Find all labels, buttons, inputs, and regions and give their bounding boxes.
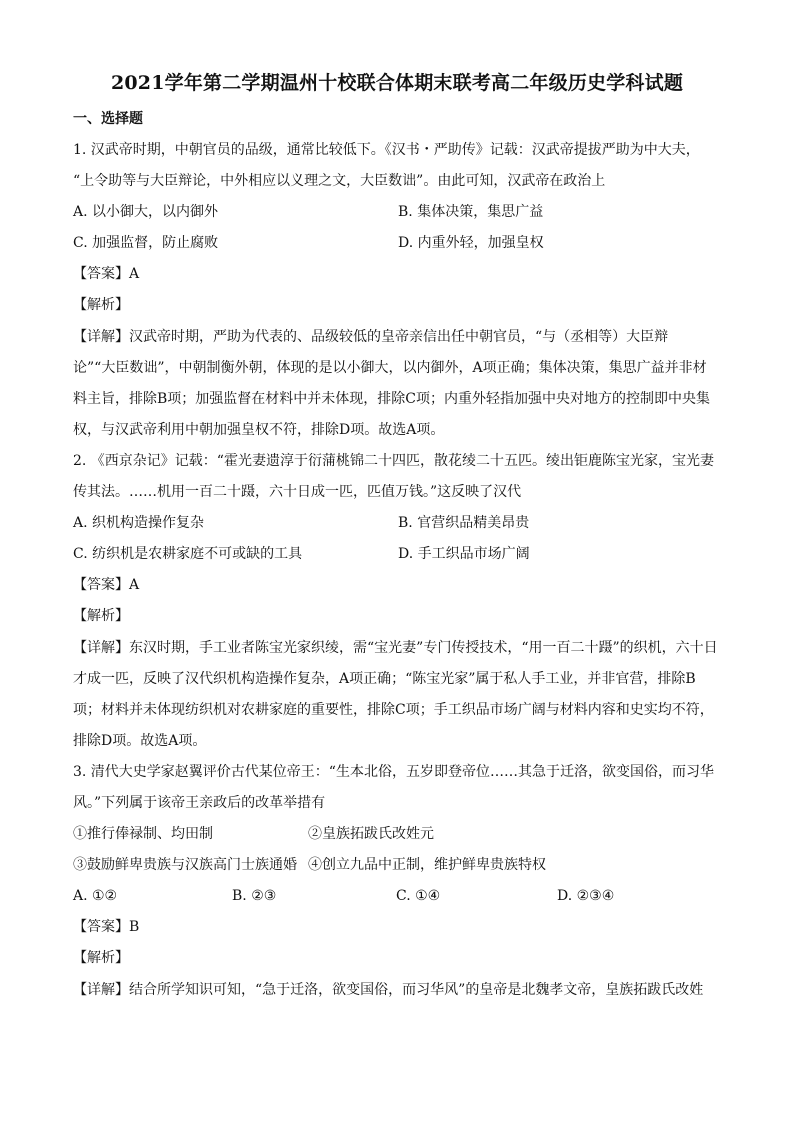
q1-stem-line2: “上令助等与大臣辩论，中外相应以义理之文，大臣数诎”。由此可知，汉武帝在政治上: [73, 173, 606, 189]
q3-option-d: D. ②③④: [557, 888, 615, 904]
q1-detail-line3: 料主旨，排除B项；加强监督在材料中并未体现，排除C项；内重外轻指加强中央对地方的控制即中央集: [73, 391, 710, 407]
q2-option-c: C. 纺织机是农耕家庭不可或缺的工具: [73, 546, 303, 562]
section-heading: 一、选择题: [73, 111, 143, 127]
q1-option-d: D. 内重外轻，加强皇权: [398, 235, 544, 251]
document-title: 2021学年第二学期温州十校联合体期末联考高二年级历史学科试题: [110, 72, 684, 94]
q1-detail-line2: 论”“大臣数诎”，中朝制衡外朝，体现的是以小御大，以内御外，A项正确；集体决策，集思广益并非材: [73, 360, 707, 376]
q3-analysis-label: 【解析】: [73, 950, 129, 966]
q3-item-2: ②皇族拓跋氏改姓元: [308, 826, 434, 842]
q1-stem-line1: 1. 汉武帝时期，中朝官员的品级，通常比较低下。《汉书・严助传》记载：汉武帝提拔严助为中大夫，: [73, 142, 700, 158]
q1-detail-line1: 【详解】汉武帝时期，严助为代表的、品级较低的皇帝亲信出任中朝官员，“与（丞相等）大臣辩: [73, 329, 669, 345]
q3-item-1: ①推行俸禄制、均田制: [73, 826, 213, 842]
q1-analysis-label: 【解析】: [73, 297, 129, 313]
q1-option-b: B. 集体决策，集思广益: [398, 204, 544, 220]
q3-item-3: ③鼓励鲜卑贵族与汉族高门士族通婚: [73, 857, 297, 873]
q2-option-a: A. 织机构造操作复杂: [73, 515, 205, 531]
q3-stem-line1: 3. 清代大史学家赵翼评价古代某位帝王：“生本北俗，五岁即登帝位……其急于迁洛，欲变国俗，而习华: [73, 764, 714, 780]
q3-answer: 【答案】B: [73, 919, 140, 935]
q2-option-d: D. 手工织品市场广阔: [398, 546, 530, 562]
q2-detail-line1: 【详解】东汉时期，手工业者陈宝光家织绫，需“宝光妻”专门传授技术，“用一百二十蹑”的织机，六十日: [73, 640, 718, 656]
q2-option-b: B. 官营织品精美昂贵: [398, 515, 530, 531]
q3-option-b: B. ②③: [232, 888, 277, 904]
q3-option-a: A. ①②: [73, 888, 118, 904]
q2-stem-line2: 传其法。……机用一百二十蹑，六十日成一匹，匹值万钱。”这反映了汉代: [73, 484, 522, 500]
q2-detail-line4: 排除D项。故选A项。: [73, 733, 207, 749]
q2-detail-line2: 才成一匹，反映了汉代织机构造操作复杂，A项正确；“陈宝光家”属于私人手工业，并非官营，排除B: [73, 671, 696, 687]
q2-analysis-label: 【解析】: [73, 608, 129, 624]
q1-detail-line4: 权，与汉武帝利用中朝加强皇权不符，排除D项。故选A项。: [73, 422, 445, 438]
q3-item-4: ④创立九品中正制，维护鲜卑贵族特权: [308, 857, 546, 873]
q3-stem-line2: 风。”下列属于该帝王亲政后的改革举措有: [73, 795, 326, 811]
q2-stem-line1: 2. 《西京杂记》记载：“霍光妻遗淳于衍蒲桃锦二十四匹，散花绫二十五匹。绫出钜鹿陈宝光家，宝光妻: [73, 453, 714, 469]
q3-detail-line1: 【详解】结合所学知识可知，“急于迁洛，欲变国俗，而习华风”的皇帝是北魏孝文帝，皇族拓跋氏改姓: [73, 982, 704, 998]
q1-option-a: A. 以小御大，以内御外: [73, 204, 219, 220]
q1-option-c: C. 加强监督，防止腐败: [73, 235, 219, 251]
q3-option-c: C. ①④: [396, 888, 441, 904]
q2-answer: 【答案】A: [73, 577, 140, 593]
q1-answer: 【答案】A: [73, 266, 140, 282]
q2-detail-line3: 项；材料并未体现纺织机对农耕家庭的重要性，排除C项；手工织品市场广阔与材料内容和史实均不符，: [73, 702, 714, 718]
